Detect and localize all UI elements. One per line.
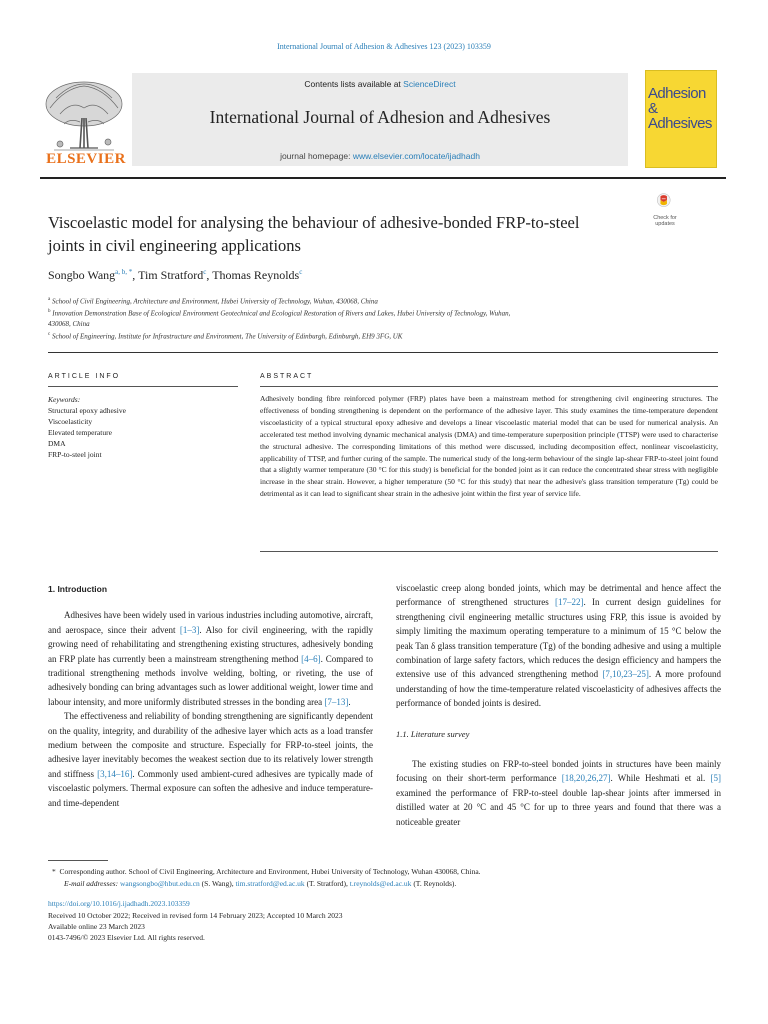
citation-link[interactable]: [4–6] <box>301 653 321 664</box>
body-paragraph: Adhesives have been widely used in various industries including automotive, aircraft, and aerospace, since their advent [1–3]. Also for civil engineering, with the rapidly growing need of rehabilitating and strengthening existing structures, adhesively bonding an FRP plate has currently been a mainstream strengthening method [4–6]. Compared to traditional strengthening methods involve welding, bolting, or riveting, the use of adhesively bonding can bring advantages such as lower additional weight, lower time and labour intensity, and more uniformly distributed stresses in the bonding area [7–13]. <box>48 610 373 707</box>
citation-link[interactable]: [5] <box>710 773 722 784</box>
keyword: Elevated temperature <box>48 428 112 437</box>
abstract-text: Adhesively bonding fibre reinforced polymer (FRP) plates have been a mainstream method for strengthening civil engineering structures. The effectiveness of bonding strengthening is dependent on the performance of the adhesive layer. This study examines the time-temperature dependent viscoelasticity of a typical structural epoxy adhesive and develops a linear viscoelastic material model that can be used for numerical analysis. An accelerated test method involving dynamic mechanical analysis (DMA) and time-temperature superposition principle (TTSP) were used to characterise the structural adhesive. The corresponding limitations of this method were discussed, including decomposition effect, nonlinear viscoelasticity, applicability of TTSP, and further curing of the sample. The numerical study of the long-term behaviour of the single lap-shear FRP-to-steel joint found that a slightly warmer temperature (30 °C for this study) is beneficial for the bonded joint as it can reduce the concentrated shear stress with negligible increase in the shear strain. However, a higher temperature (50 °C for this study) that near the adhesive's glass transition temperature (Tg) could be detrimental as it can lead to significant shear strain in the adhesive joint within the first year of service life. <box>260 394 718 499</box>
asterisk-marker: * <box>52 867 60 876</box>
affiliation-text: School of Engineering, Institute for Infrastructure and Environment, The University of Edinburgh, Edinburgh, EH9 3FG, UK <box>51 332 403 341</box>
section-heading-introduction: 1. Introduction <box>48 584 108 594</box>
corresponding-footnote <box>52 866 481 877</box>
affiliation-text: Innovation Demonstration Base of Ecological Environment Geotechnical and Ecological Restoration of Rivers and Lakes, Hubei University of Technology, Wuhan, <box>52 309 511 318</box>
header-rule <box>40 177 726 179</box>
body-paragraph: The existing studies on FRP-to-steel bonded joints in structures have been mainly focusing on their short-term performance [18,20,26,27]. While Heshmati et al. [5] examined the performance of FRP-to-steel double lap-shear joints after immersed in distilled water at 20 °C and 45 °C for up to three years and found that there was a noticeable greater <box>396 759 722 827</box>
cover-title: Adhesion & Adhesives <box>648 85 712 132</box>
citation-link[interactable]: [1–3] <box>179 624 200 635</box>
homepage-prefix: journal homepage: <box>280 151 353 161</box>
email-link[interactable]: t.reynolds@ed.ac.uk <box>349 879 412 888</box>
footnote-rule <box>48 860 108 861</box>
check-for-updates-icon[interactable] <box>650 193 680 215</box>
keyword: DMA <box>48 439 66 448</box>
body-paragraph: The effectiveness and reliability of bonding strengthening are significantly dependent on the quality, integrity, and durability of the adhesive layer which acts as a load transfer medium between the composite and structure. Especially for FRP-to-steel joints, the adhesive layer inevitably becomes the weakest section due to its relatively lower strength and stiffness [3,14–16]. Commonly used ambient-cured adhesives are typically made of viscoelastic polymers. Thermal exposure can soften the adhesive and induce temperature- and time-dependent <box>48 711 373 808</box>
body-column-left <box>48 582 373 810</box>
citation-link[interactable]: [18,20,26,27] <box>561 773 611 784</box>
sciencedirect-link[interactable]: ScienceDirect <box>403 79 456 89</box>
author-affil-marker[interactable]: c <box>203 268 207 276</box>
check-for-updates-label[interactable]: Check for updates <box>653 215 677 227</box>
doi-link[interactable]: https://doi.org/10.1016/j.ijadhadh.2023.103359 <box>48 899 190 908</box>
abstract-bottom-rule <box>260 551 718 552</box>
journal-citation[interactable]: International Journal of Adhesion & Adhesives 123 (2023) 103359 <box>277 42 491 51</box>
contents-line <box>132 79 628 89</box>
section-rule <box>48 352 718 353</box>
affiliation-marker: c <box>48 332 51 337</box>
author-name[interactable]: Songbo Wang <box>48 268 116 282</box>
citation-link[interactable]: [3,14–16] <box>97 768 133 779</box>
email-footnote: E-mail addresses: wangsongbo@hbut.edu.cn (S. Wang), tim.stratford@ed.ac.uk (T. Stratford), t.reynolds@ed.ac.uk (T. Reynolds). <box>64 879 457 888</box>
subsection-heading-literature-survey: 1.1. Literature survey <box>396 728 470 739</box>
affiliation <box>48 330 628 341</box>
affiliation <box>48 295 628 306</box>
online-date: Available online 23 March 2023 <box>48 922 145 931</box>
citation-link[interactable]: [7,10,23–25] <box>602 669 649 680</box>
keyword: Viscoelasticity <box>48 417 93 426</box>
affiliation-marker: b <box>48 309 51 314</box>
affiliation-text: School of Civil Engineering, Architecture and Environment, Hubei University of Technology, Wuhan, 430068, China <box>51 297 378 306</box>
keyword: Structural epoxy adhesive <box>48 406 126 415</box>
received-dates: Received 10 October 2022; Received in revised form 14 February 2023; Accepted 10 March 2023 <box>48 911 343 920</box>
body-paragraph: viscoelastic creep along bonded joints, which may be detrimental and hence affect the performance of strengthened structures [17–22]. In current design guidelines for strengthening civil engineering metallic structures using FRP, this issue is avoided by simply limiting the maximum operating temperature to a minimum of 15 °C below the peak Tan δ glass transition temperature (Tg) of the bonding adhesive and using a multiple combination of large safety factors, which reduces the design efficiency and hampers the extensive use of this advanced strengthening method [7,10,23–25]. A more profound understanding of how the time-temperature related viscoelasticity of adhesives affects the performance of bonded joints is desired. <box>396 583 722 709</box>
publisher-wordmark: ELSEVIER <box>46 151 126 167</box>
citation-link[interactable]: [17–22] <box>554 597 584 608</box>
author-name[interactable]: Thomas Reynolds <box>212 268 300 282</box>
article-title: Viscoelastic model for analysing the behaviour of adhesive-bonded FRP-to-steel joints in civil engineering applications <box>48 213 580 255</box>
email-link[interactable]: wangsongbo@hbut.edu.cn <box>119 879 200 888</box>
abstract-heading: ABSTRACT <box>260 373 314 380</box>
journal-title: International Journal of Adhesion and Adhesives <box>209 107 551 127</box>
article-info-heading: ARTICLE INFO <box>48 373 121 380</box>
author-affil-marker[interactable]: c <box>299 268 303 276</box>
author-list: Songbo Wang$^{a, b, *}$, Tim Stratford$^c$, Thomas Reynolds$^c$ <box>48 268 303 282</box>
email-link[interactable]: tim.stratford@ed.ac.uk <box>235 879 305 888</box>
affiliation <box>48 307 628 318</box>
author-affil-marker[interactable]: a, b, * <box>115 268 133 276</box>
affiliation <box>48 319 628 329</box>
keywords-label: Keywords: <box>48 395 81 404</box>
keyword: FRP-to-steel joint <box>48 450 102 459</box>
author-name[interactable]: Tim Stratford <box>138 268 204 282</box>
affiliation-text: 430068, China <box>48 320 90 328</box>
email-label: E-mail addresses: <box>64 879 120 888</box>
article-info-rule <box>48 386 238 387</box>
corresponding-text: Corresponding author. School of Civil Engineering, Architecture and Environment, Hubei University of Technology, Wuhan 430068, China. <box>59 867 481 876</box>
body-column-right <box>396 581 721 829</box>
citation-link[interactable]: [7–13] <box>324 696 349 707</box>
contents-prefix: Contents lists available at <box>304 79 404 89</box>
journal-homepage <box>132 151 628 161</box>
copyright-line: 0143-7496/© 2023 Elsevier Ltd. All rights reserved. <box>48 933 205 942</box>
abstract-rule <box>260 386 718 387</box>
homepage-link[interactable]: www.elsevier.com/locate/ijadhadh <box>352 151 480 161</box>
affiliation-marker: a <box>48 297 51 302</box>
